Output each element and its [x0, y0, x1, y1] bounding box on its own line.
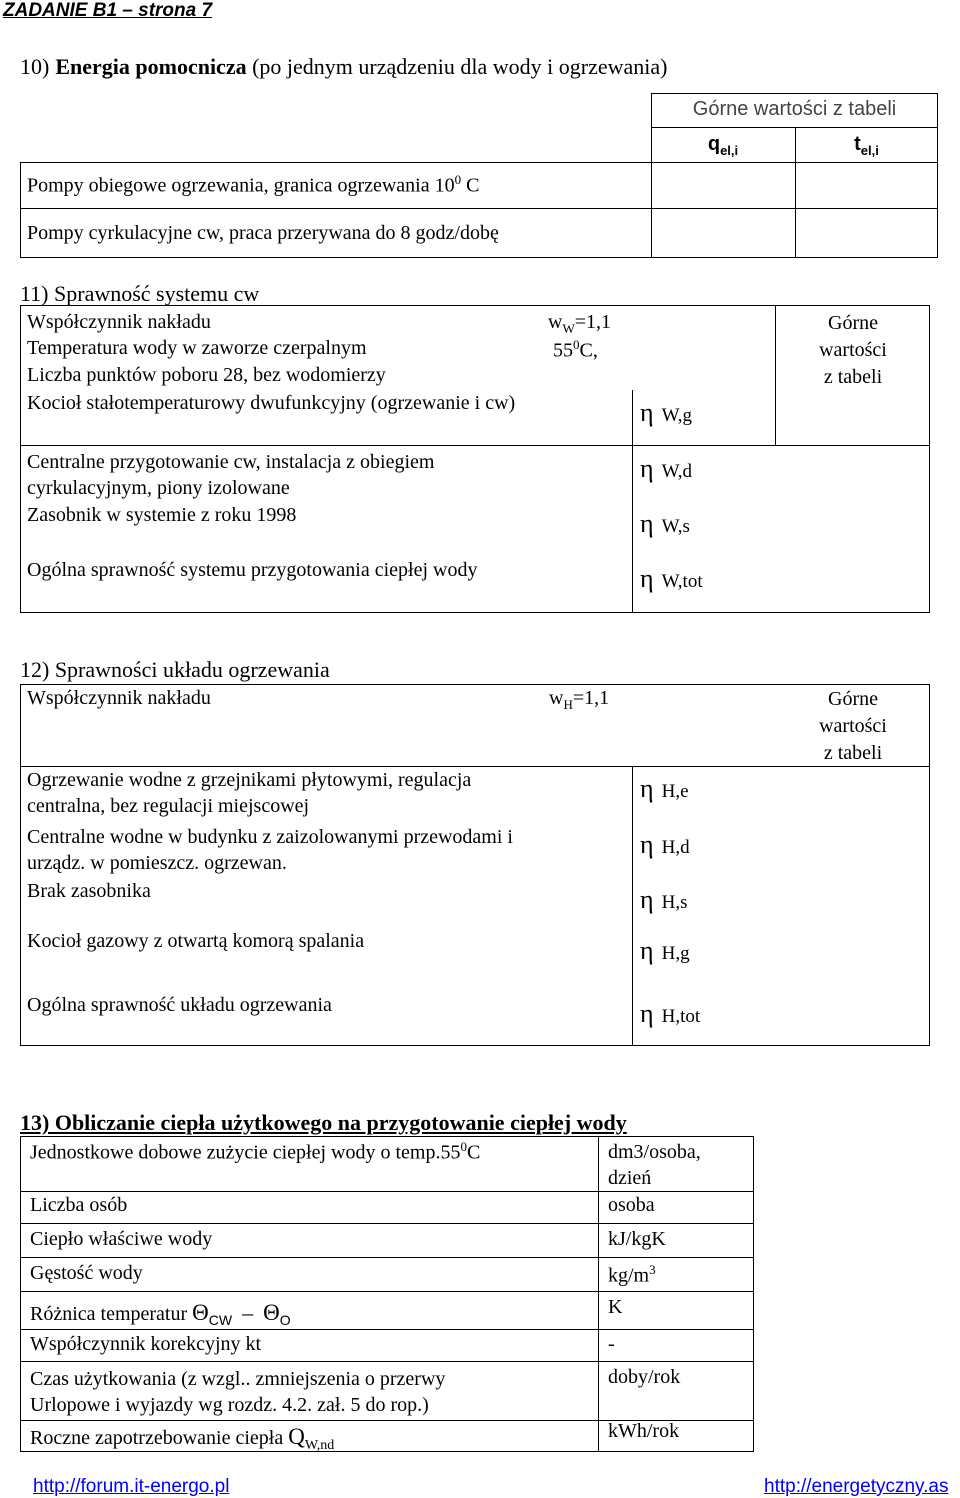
- eta-h-tot: η H,tot: [640, 999, 701, 1028]
- s13-row-label: Czas użytkowania (z wzgl.. zmniejszenia o przerwy Urlopowe i wyjazdy wg rozdz. 4.2. zał. 5 do rop.): [30, 1368, 446, 1416]
- section-11-r3-label: Liczba punktów poboru 28, bez wodomierzy: [27, 364, 386, 386]
- section-10-row1: Pompy obiegowe ogrzewania, granica ogrzewania $10^0$ C: [27, 172, 480, 197]
- section-11-r6-label: Zasobnik w systemie z roku 1998: [27, 504, 297, 526]
- eta-w-d: η W,d: [640, 454, 693, 483]
- s13-row-unit: -: [608, 1333, 615, 1355]
- s13-row-unit: kJ/kgK: [608, 1228, 666, 1250]
- section-12-r1-value: $w_H=1,1$: [549, 687, 610, 712]
- s13-row-label: Współczynnik korekcyjny kt: [30, 1333, 262, 1355]
- eta-h-d: η H,d: [640, 830, 690, 859]
- eta-h-s: η H,s: [640, 885, 688, 914]
- section-11-r2-label: Temperatura wody w zaworze czerpalnym: [27, 337, 367, 359]
- eta-w-tot: η W,tot: [640, 564, 703, 593]
- eta-h-e: η H,e: [640, 774, 689, 803]
- section-12-r2-label: Ogrzewanie wodne z grzejnikami płytowymi, regulacja centralna, bez regulacji miejscowej: [27, 769, 472, 817]
- section-11-r5-label: Centralne przygotowanie cw, instalacja z obiegiem cyrkulacyjnym, piony izolowane: [27, 451, 435, 499]
- section-10-number: 10): [20, 54, 50, 79]
- section-12-r1-label: Współczynnik nakładu: [27, 687, 211, 709]
- section-11-r7-label: Ogólna sprawność systemu przygotowania ciepłej wody: [27, 559, 478, 581]
- eta-h-g: η H,g: [640, 936, 690, 965]
- section-10-title-bold: Energia pomocnicza: [55, 54, 247, 79]
- s13-row-label: Liczba osób: [30, 1194, 128, 1216]
- section-10-col-header: Górne wartości z tabeli: [692, 98, 897, 120]
- eta-w-s: η W,s: [640, 509, 690, 538]
- section-11-r1-label: Współczynnik nakładu: [27, 311, 211, 333]
- footer-left-link[interactable]: http://forum.it-energo.pl: [33, 1476, 230, 1497]
- s13-row-unit: dm3/osoba, dzień: [608, 1141, 701, 1189]
- s13-row-unit: K: [608, 1296, 623, 1318]
- section-10-title: [20, 54, 668, 80]
- footer-right-link[interactable]: http://energetyczny.as: [764, 1476, 949, 1497]
- s13-row-unit: doby/rok: [608, 1366, 681, 1388]
- section-11-r2-value: $55^0C$,: [553, 337, 598, 362]
- section-12-r4-label: Brak zasobnika: [27, 880, 151, 902]
- section-12-right-header: Górne wartości z tabeli: [819, 688, 887, 764]
- eta-w-g: η W,g: [640, 398, 693, 427]
- s13-row-label: Gęstość wody: [30, 1262, 143, 1284]
- section-10-title-rest: (po jednym urządzeniu dla wody i ogrzewania): [246, 54, 668, 79]
- section-11-title: 11) Sprawność systemu cw: [20, 281, 260, 306]
- s13-row-unit: kWh/rok: [608, 1420, 680, 1442]
- section-13-title: 13) Obliczanie ciepła użytkowego na przygotowanie ciepłej wody: [20, 1110, 627, 1135]
- section-11-right-header: Górne wartości z tabeli: [819, 312, 887, 388]
- section-10-col-q: $q_{el,i}$: [707, 133, 739, 158]
- section-12-r6-label: Ogólna sprawność układu ogrzewania: [27, 994, 332, 1016]
- s13-row-label: Różnica temperatur $\Theta_{CW} - \Theta_O$: [30, 1300, 291, 1328]
- section-10-col-t: $t_{el,i}$: [854, 133, 879, 158]
- section-12-title: 12) Sprawności układu ogrzewania: [20, 657, 330, 682]
- s13-row-unit: $kg/m^3$: [608, 1262, 656, 1287]
- page-header: ZADANIE B1 – strona 7: [3, 0, 213, 21]
- section-10-row2: Pompy cyrkulacyjne cw, praca przerywana do 8 godz/dobę: [27, 222, 499, 244]
- s13-row-label: Jednostkowe dobowe zużycie ciepłej wody o $temp.55^0C$: [30, 1139, 481, 1164]
- section-11-r1-value: $w_W=1,1$: [548, 311, 612, 336]
- s13-row-unit: osoba: [608, 1194, 655, 1216]
- s13-row-label: Roczne zapotrzebowanie ciepła $Q_{W,nd}$: [30, 1424, 335, 1453]
- section-12-r3-label: Centralne wodne w budynku z zaizolowanymi przewodami i urządz. w pomieszcz. ogrzewan.: [27, 826, 513, 874]
- section-12-r5-label: Kocioł gazowy z otwartą komorą spalania: [27, 930, 365, 952]
- section-11-r4-label: Kocioł stałotemperaturowy dwufunkcyjny (ogrzewanie i cw): [27, 392, 516, 414]
- s13-row-label: Ciepło właściwe wody: [30, 1228, 213, 1250]
